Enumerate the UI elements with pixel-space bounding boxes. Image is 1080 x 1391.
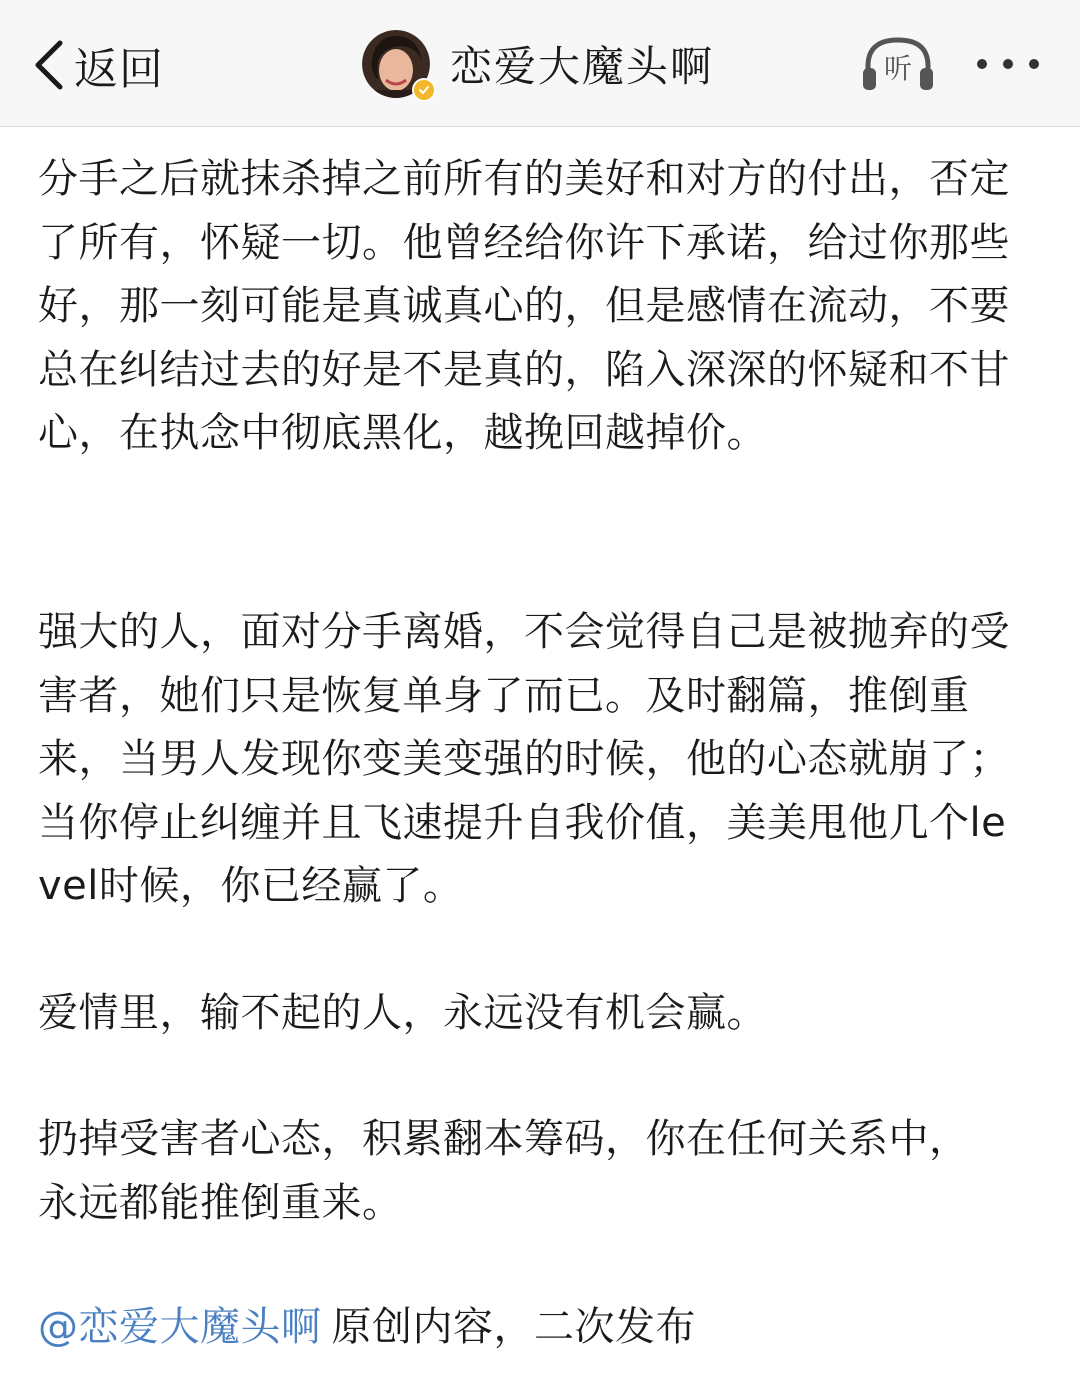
listen-label: 听: [883, 52, 913, 85]
avatar[interactable]: [362, 30, 430, 98]
more-dots-icon: [970, 44, 1046, 84]
post-paragraph-4: 扔掉受害者心态，积累翻本筹码，你在任何关系中，永远都能推倒重来。: [38, 1116, 970, 1226]
top-nav-bar: [0, 0, 1080, 127]
verified-badge-icon: [412, 78, 436, 102]
post-paragraph-3: 爱情里，输不起的人，永远没有机会赢。: [38, 990, 767, 1036]
back-label: 返回: [74, 44, 164, 95]
author-name[interactable]: 恋爱大魔头啊: [450, 42, 715, 91]
post-paragraph-1: 分手之后就抹杀掉之前所有的美好和对方的付出，否定了所有，怀疑一切。他曾经给你许下承诺，给过你那些好，那一刻可能是真诚真心的，但是感情在流动，不要总在纠结过去的好是不是真的，陷入深深的怀疑和不甘心，在执念中彻底黑化，越挽回越掉价。: [38, 156, 1010, 456]
original-content-note: 原创内容，二次发布: [331, 1304, 696, 1350]
headphones-icon: [860, 34, 936, 94]
author-header[interactable]: [362, 28, 714, 100]
post-footer: [38, 1296, 1018, 1360]
post-paragraph-2: 强大的人，面对分手离婚，不会觉得自己是被抛弃的受害者，她们只是恢复单身了而已。及时翻篇，推倒重来，当男人发现你变美变强的时候，他的心态就崩了；当你停止纠缠并且飞速提升自我价值，美美甩他几个level时候，你已经赢了。: [38, 609, 1010, 909]
chevron-left-icon: [30, 35, 70, 95]
back-button[interactable]: [30, 30, 164, 100]
more-options-button[interactable]: [970, 44, 1046, 84]
listen-button[interactable]: [860, 34, 936, 94]
author-mention-link[interactable]: @恋爱大魔头啊: [38, 1304, 322, 1350]
